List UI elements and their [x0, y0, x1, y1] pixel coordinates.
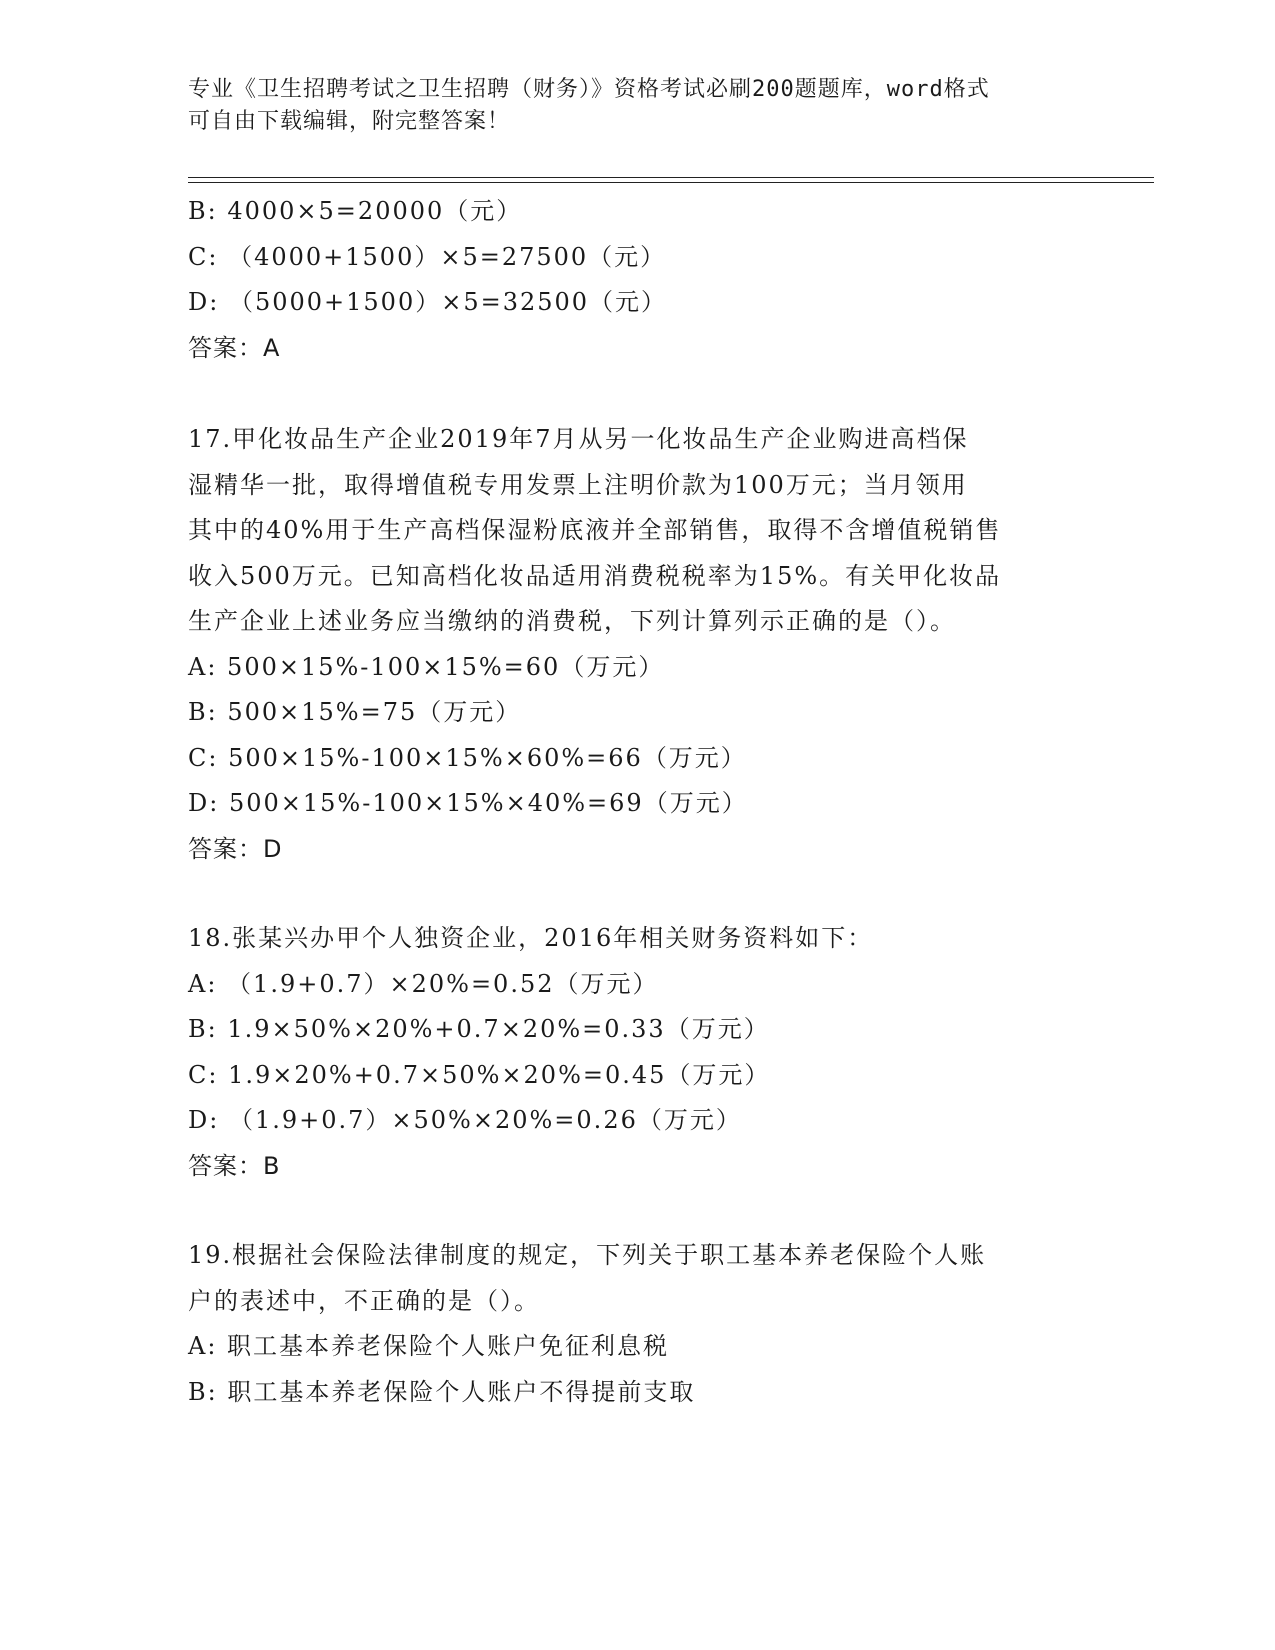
- header-line-1: 专业《卫生招聘考试之卫生招聘（财务）》资格考试必刷200题题库，word格式: [188, 77, 990, 102]
- answer-label: 答案：B: [188, 1151, 281, 1180]
- question-stem-line: 17.甲化妆品生产企业2019年7月从另一化妆品生产企业购进高档保: [188, 425, 969, 453]
- answer-label: 答案：A: [188, 333, 281, 362]
- option-b: B: 职工基本养老保险个人账户不得提前支取: [188, 1377, 696, 1406]
- option-a: A: 500×15%-100×15%=60（万元）: [188, 652, 665, 681]
- spacer: [188, 1189, 1088, 1233]
- question-stem-line: 收入500万元。已知高档化妆品适用消费税税率为15%。有关甲化妆品: [188, 561, 1002, 590]
- spacer: [188, 371, 1088, 417]
- header-divider-top: [188, 177, 1154, 178]
- question-stem-line: 户的表述中，不正确的是（）。: [188, 1286, 540, 1315]
- option-a: A: 职工基本养老保险个人账户免征利息税: [188, 1332, 670, 1360]
- option-b: B: 500×15%=75（万元）: [188, 698, 522, 726]
- question-stem-line: 19.根据社会保险法律制度的规定，下列关于职工基本养老保险个人账: [188, 1241, 987, 1269]
- option-d: D: （5000+1500）×5=32500（元）: [188, 288, 668, 316]
- question-stem-line: 生产企业上述业务应当缴纳的消费税，下列计算列示正确的是（）。: [188, 607, 956, 635]
- option-c: C: （4000+1500）×5=27500（元）: [188, 242, 667, 271]
- question-16-options: [188, 189, 1088, 371]
- option-c: C: 500×15%-100×15%×60%=66（万元）: [188, 743, 747, 772]
- document-header: [188, 74, 1088, 138]
- option-b: B: 4000×5=20000（元）: [188, 197, 523, 225]
- spacer: [188, 872, 1088, 916]
- question-18: [188, 916, 1088, 1189]
- header-divider-bottom: [188, 182, 1154, 183]
- question-19: [188, 1233, 1088, 1415]
- option-d: D: （1.9+0.7）×50%×20%=0.26（万元）: [188, 1106, 742, 1134]
- question-stem-line: 湿精华一批，取得增值税专用发票上注明价款为100万元；当月领用: [188, 470, 968, 499]
- option-d: D: 500×15%-100×15%×40%=69（万元）: [188, 789, 748, 817]
- document-body: [188, 189, 1088, 1415]
- option-a: A: （1.9+0.7）×20%=0.52（万元）: [188, 969, 659, 998]
- question-stem-line: 18.张某兴办甲个人独资企业，2016年相关财务资料如下：: [188, 924, 874, 952]
- question-17: [188, 417, 1088, 872]
- option-b: B: 1.9×50%×20%+0.7×20%=0.33（万元）: [188, 1015, 770, 1043]
- option-c: C: 1.9×20%+0.7×50%×20%=0.45（万元）: [188, 1060, 771, 1089]
- header-line-2: 可自由下载编辑，附完整答案！: [188, 109, 511, 134]
- question-stem-line: 其中的40%用于生产高档保湿粉底液并全部销售，取得不含增值税销售: [188, 516, 1002, 544]
- answer-label: 答案：D: [188, 834, 283, 863]
